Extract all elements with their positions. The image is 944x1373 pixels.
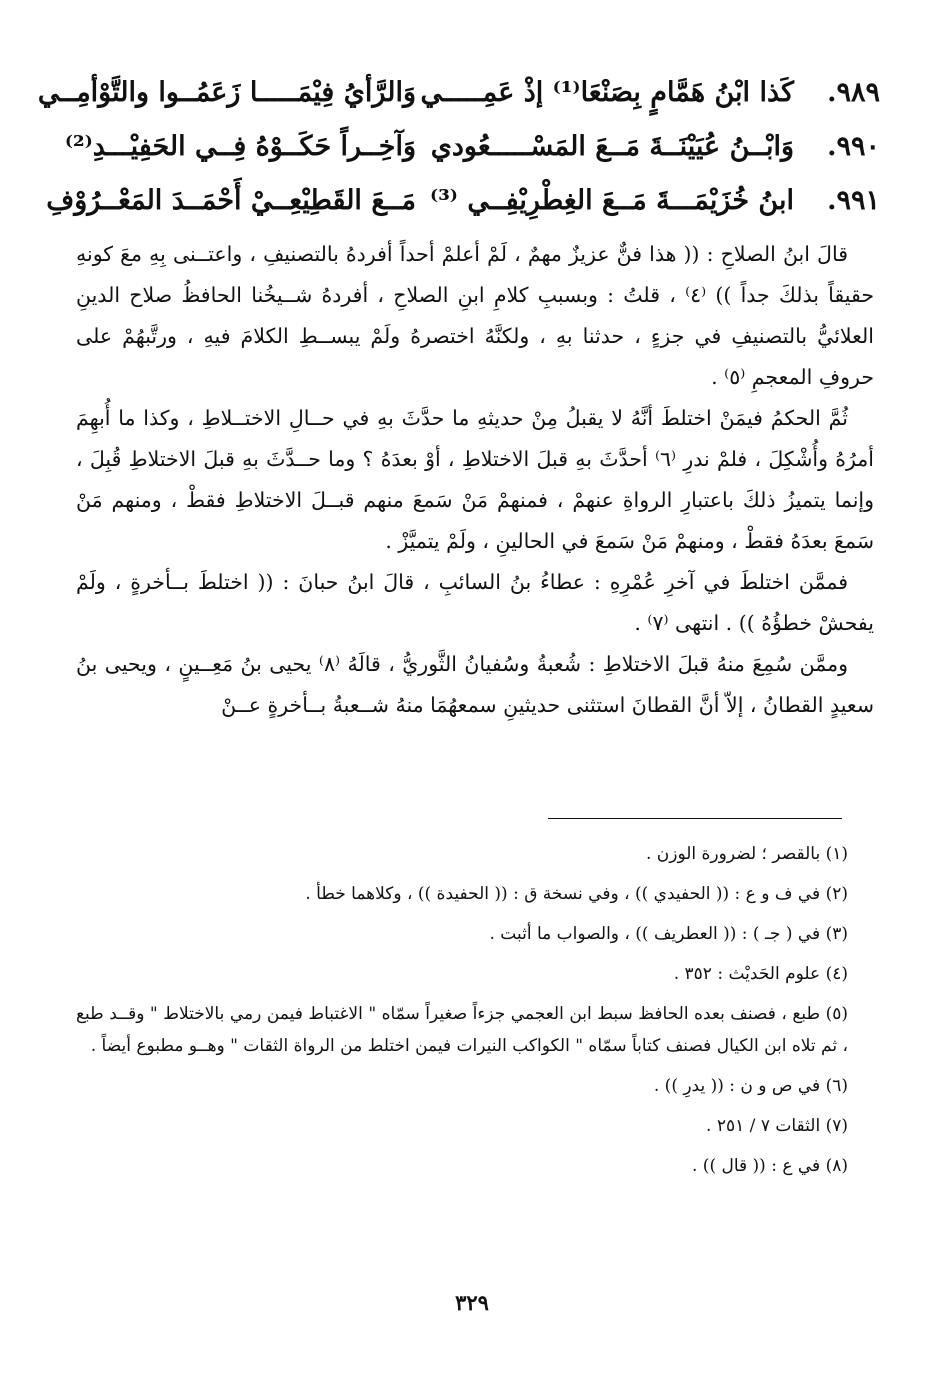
- verse-line: [64, 120, 880, 174]
- verse-number: ٩٩١.: [827, 185, 880, 216]
- paragraph: فممَّن اختلطَ في آخرِ عُمْرِهِ : عطاءُ بنُ السائبِ ، قالَ ابنُ حبانَ : (( اختلطَ بــأخرةٍ ، ولَمْ يفحشْ خطؤُهُ )) . انتهى ⁽٧⁾ .: [76, 570, 874, 635]
- footnotes: [76, 838, 848, 1190]
- verse-first-hemistich: وَابْــنُ عُيَيْنَــةَ مَــعَ المَسْـــــعُودي: [430, 131, 794, 162]
- verse-first-hemistich: كَذا ابْنُ هَمَّامٍ بِصَنْعَا⁽¹⁾ إذْ عَمِـــــي: [420, 77, 794, 108]
- verse-number: ٩٩٠.: [827, 131, 880, 162]
- poem-verses: [37, 66, 880, 228]
- footnote: (٣) في ( جـ ) : (( العطريف )) ، والصواب ما أثبت .: [489, 924, 848, 944]
- paragraph: قالَ ابنُ الصلاحِ : (( هذا فنٌّ عزيزٌ مهمٌ ، لَمْ أعلمْ أحداً أفردهُ بالتصنيفِ ، واعتــنى بِهِ معَ كونهِ حقيقاً بذلكَ جداً )) ⁽٤⁾ ، قلتُ : وبسببِ كلامِ ابنِ الصلاحِ ، أفردهُ شــيخُنا الحافظُ صلاح الدينِ العلائيُّ بالتصنيفِ في جزءٍ ، حدثنا بهِ ، ولكنَّهُ اختصرهُ ولَمْ يبســطِ الكلامَ فيهِ ، ورتَّبهُمْ على حروفِ المعجمِ ⁽٥⁾ .: [76, 242, 874, 389]
- paragraph: وممَّن سُمِعَ منهُ قبلَ الاختلاطِ : شُعبةُ وسُفيانُ الثَّوريُّ ، قالَهُ ⁽٨⁾ يحيى بنُ مَعِــينٍ ، ويحيى بنُ سعيدٍ القطانُ ، إلاّ أنَّ القطانَ استثنى حديثينِ سمعهُمَا منهُ شــعبةُ بــأخرةٍ عــنْ: [76, 652, 874, 717]
- footnote: (٢) في ف و ع : (( الحفيدي )) ، وفي نسخة ق : (( الحفيدة )) ، وكلاهما خطأ .: [305, 884, 848, 904]
- footnote: (٤) علوم الحَديْث : ٣٥٢ .: [673, 964, 848, 984]
- footnote: (١) بالقصر ؛ لضرورة الوزن .: [645, 844, 848, 864]
- footnote: (٦) في ص و ن : (( يدرِ )) .: [653, 1076, 848, 1096]
- commentary-text: [76, 234, 874, 726]
- footnote: (٧) الثقات ٧ / ٢٥١ .: [706, 1116, 848, 1136]
- verse-line: [46, 174, 880, 228]
- verse-second-hemistich: وَآخِــراً حَكَــوْهُ فِــي الحَفِيْـــدِ⁽²⁾: [64, 131, 416, 162]
- footnote: (٥) طبع ، فصنف بعده الحافظ سبط ابن العجمي جزءاً صغيراً سمّاه " الاغتباط فيمن رمي بالاختلاط " وقــد طبع ، ثم تلاه ابن الكيال فصنف كتاباً سمّاه " الكواكب النيرات فيمن اختلط من الرواة الثقات " وهــو مطبوع أيضاً .: [76, 1004, 848, 1056]
- paragraph: ثُمَّ الحكمُ فيمَنْ اختلطَ أنَّهُ لا يقبلُ مِنْ حديثهِ ما حدَّثَ بهِ في حــالِ الاختــلاطِ ، وكذا ما أُبهِمَ أمرُهُ وأُشْكِلَ ، فلمْ ندرِ ⁽٦⁾ أحدَّثَ بهِ قبلَ الاختلاطِ ، أوْ بعدَهُ ؟ وما حــدَّثَ بهِ قبلَ الاختلاطِ قُبِلَ ، وإنما يتميزُ ذلكَ باعتبارِ الرواةِ عنهمْ ، فمنهمْ مَنْ سَمعَ منهم قبــلَ الاختلاطِ فقطْ ، ومنهم مَنْ سَمعَ بعدَهُ فقطْ ، ومنهمْ مَنْ سَمعَ في الحالينِ ، ولَمْ يتميَّزْ .: [76, 406, 874, 553]
- verse-second-hemistich: وَالرَّأيُ فِيْمَـــــا زَعَمُــوا والتَّوْأمِــي: [37, 77, 416, 108]
- verse-line: [37, 66, 880, 120]
- footnote: (٨) في ع : (( قال )) .: [692, 1156, 848, 1176]
- verse-number: ٩٨٩.: [827, 77, 880, 108]
- page-number: ٣٢٩: [455, 1290, 489, 1315]
- verse-first-hemistich: ابنُ خُزَيْمَـــةَ مَــعَ الغِطْرِيْفِــي ⁽³⁾: [430, 185, 794, 216]
- verse-second-hemistich: مَــعَ القَطِيْعِــيْ أَحْمَــدَ المَعْــرُوْفِ: [46, 185, 416, 216]
- footnote-separator: [548, 818, 842, 819]
